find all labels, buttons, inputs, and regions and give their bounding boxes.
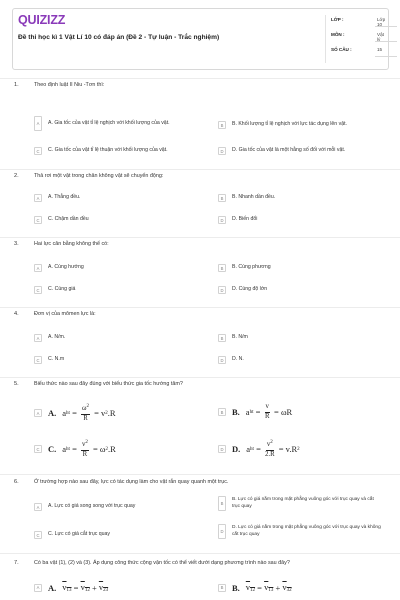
question-text: Có ba vật (1), (2) và (3). Áp dụng công thức cộng vận tốc có thể viết dưới dạng phương trình nào sau đây? (34, 560, 290, 566)
question-divider (0, 169, 400, 170)
meta-count-label: SỐ CÂU : (331, 47, 352, 52)
option-formula: A. $v_{13}$ = $v_{12}$ + $v_{23}$ (48, 582, 109, 593)
option-text: D. Gia tốc của vật là một hằng số đối với mỗi vật. (232, 147, 346, 154)
option-3d[interactable] (218, 286, 388, 294)
option-letter-badge: D (218, 445, 226, 453)
question-divider (0, 307, 400, 308)
option-6c[interactable] (34, 531, 212, 539)
meta-subject (331, 30, 387, 42)
option-letter-badge: A (34, 194, 42, 202)
meta-count (331, 45, 387, 57)
worksheet-title: Đề thi học kì 1 Vật Lí 10 có đáp án (Đề 2 - Tự luận - Trắc nghiệm) (18, 34, 220, 41)
option-1d[interactable] (218, 147, 388, 155)
option-2a[interactable] (34, 194, 212, 202)
option-letter-badge: A (34, 503, 42, 511)
question-divider (0, 474, 400, 475)
option-text: B. Khối lượng tỉ lệ nghịch với lực tác dụng lên vật. (232, 121, 347, 128)
option-label: B. (232, 407, 240, 418)
option-text: A. N/m. (48, 334, 66, 341)
option-text: D. N. (232, 356, 244, 363)
option-letter-badge: B (218, 408, 226, 416)
option-2d[interactable] (218, 216, 388, 224)
option-formula: D. a ht = $\frac{v^2}{2.R}$ = v.R 2 (232, 440, 300, 458)
question-number: 7. (14, 560, 19, 566)
question-number: 6. (14, 479, 19, 485)
option-text: A. Cùng hướng (48, 264, 84, 271)
option-7a[interactable] (34, 582, 212, 593)
option-1c[interactable] (34, 147, 212, 155)
option-letter-badge: B (218, 121, 226, 129)
worksheet-header (12, 8, 389, 70)
option-label: A. (48, 582, 57, 593)
option-letter-badge: A (34, 584, 42, 592)
option-text: C. Gia tốc của vật tỉ lệ thuận với khối lượng của vật. (48, 147, 168, 154)
question-divider (0, 237, 400, 238)
option-letter-badge: C (34, 445, 42, 453)
question-number: 3. (14, 241, 19, 247)
question-number: 1. (14, 82, 19, 88)
option-formula: C. a ht = $\frac{v^2}{R}$ = ω 2 .R (48, 440, 116, 458)
meta-class-value: Lớp 10 (377, 17, 386, 27)
option-letter-badge: C (34, 216, 42, 224)
option-4c[interactable] (34, 356, 212, 364)
option-letter-badge: A (34, 264, 42, 272)
option-5a[interactable] (34, 404, 212, 423)
option-1a[interactable] (34, 116, 212, 131)
question-text: Hai lực cân bằng không thể có: (34, 241, 109, 247)
option-text: B. Nhanh dần đều. (232, 194, 276, 201)
option-formula: B. $v_{12}$ = $v_{13}$ + $v_{32}$ (232, 582, 292, 593)
meta-class-label: LỚP : (331, 17, 344, 22)
option-letter-badge: A (34, 334, 42, 342)
option-3a[interactable] (34, 264, 212, 272)
option-text: D. Cùng độ lớn (232, 286, 268, 293)
option-6d[interactable] (218, 524, 388, 539)
option-letter-badge: C (34, 356, 42, 364)
option-letter-badge: B (218, 584, 226, 592)
option-text: B. N/m (232, 334, 248, 341)
option-1b[interactable] (218, 121, 388, 129)
option-letter-badge: D (218, 147, 226, 155)
question-text: Thả rơi một vật trong chân không vật sẽ chuyển động: (34, 173, 164, 179)
option-formula: A. a ht = $\frac{\omega^2}{R}$ = v 2 .R (48, 404, 116, 422)
question-divider (0, 553, 400, 554)
meta-subject-value: Vật lý (377, 32, 384, 42)
option-letter-badge: A (34, 116, 42, 131)
option-label: A. (48, 408, 57, 419)
option-5b[interactable] (218, 404, 388, 421)
option-4d[interactable] (218, 356, 388, 364)
option-letter-badge: D (218, 524, 226, 539)
option-text: A. Thẳng đều. (48, 194, 81, 201)
option-letter-badge: B (218, 264, 226, 272)
option-4a[interactable] (34, 334, 212, 342)
option-text: B. Lực có giá nằm trong mặt phẳng vuông góc với trục quay và cắt trục quay (232, 496, 374, 509)
option-text: D. Biến đổi (232, 216, 258, 223)
option-text: C. Lực có giá cắt trục quay (48, 531, 111, 538)
option-letter-badge: B (218, 334, 226, 342)
meta-subject-underline (375, 41, 397, 42)
meta-count-value: 15 (377, 47, 383, 52)
question-text: Biểu thức nào sau đây đúng với biểu thức gia tốc hướng tâm? (34, 381, 183, 387)
option-text: C. Cùng giá (48, 286, 76, 293)
question-text: Ở trường hợp nào sau đây, lực có tác dụng làm cho vật rắn quay quanh một trục. (34, 479, 229, 485)
option-letter-badge: C (34, 286, 42, 294)
option-text: C. N.m (48, 356, 65, 363)
option-letter-badge: D (218, 356, 226, 364)
question-text: Đơn vị của mômen lực là: (34, 311, 96, 317)
option-letter-badge: B (218, 496, 226, 511)
meta-count-underline (375, 56, 397, 57)
header-divider (325, 15, 326, 63)
option-letter-badge: C (34, 147, 42, 155)
question-number: 5. (14, 381, 19, 387)
question-number: 4. (14, 311, 19, 317)
option-label: B. (232, 582, 240, 593)
option-2c[interactable] (34, 216, 212, 224)
option-text: D. Lực có giá nằm trong mặt phẳng vuông góc với trục quay và không cắt trục quay (232, 524, 381, 537)
option-text: C. Chậm dần đều (48, 216, 89, 223)
question-number: 2. (14, 173, 19, 179)
quizizz-logo: QUIZIZZ (18, 13, 66, 27)
option-label: C. (48, 444, 57, 455)
option-7b[interactable] (218, 582, 388, 593)
option-4b[interactable] (218, 334, 388, 342)
question-text: Theo định luật II Niu -Tơn thì: (34, 82, 105, 88)
option-3c[interactable] (34, 286, 212, 294)
question-divider (0, 377, 400, 378)
option-5d[interactable] (218, 440, 388, 459)
option-6a[interactable] (34, 503, 212, 511)
option-5c[interactable] (34, 440, 212, 459)
option-letter-badge: C (34, 531, 42, 539)
option-6b[interactable] (218, 496, 388, 511)
option-3b[interactable] (218, 264, 388, 272)
option-letter-badge: D (218, 216, 226, 224)
option-2b[interactable] (218, 194, 388, 202)
option-letter-badge: D (218, 286, 226, 294)
option-letter-badge: A (34, 409, 42, 417)
meta-class (331, 15, 387, 27)
option-text: A. Lực có giá song song với trục quay (48, 503, 136, 510)
question-divider (0, 78, 400, 79)
meta-subject-label: MÔN : (331, 32, 345, 37)
option-text: B. Cùng phương (232, 264, 271, 271)
meta-class-underline (375, 26, 397, 27)
option-label: D. (232, 444, 241, 455)
option-letter-badge: B (218, 194, 226, 202)
option-text: A. Gia tốc của vật tỉ lệ nghịch với khối lượng của vật. (48, 119, 170, 126)
option-formula: B. a ht = $\frac{v}{R}$ = ωR (232, 403, 293, 420)
